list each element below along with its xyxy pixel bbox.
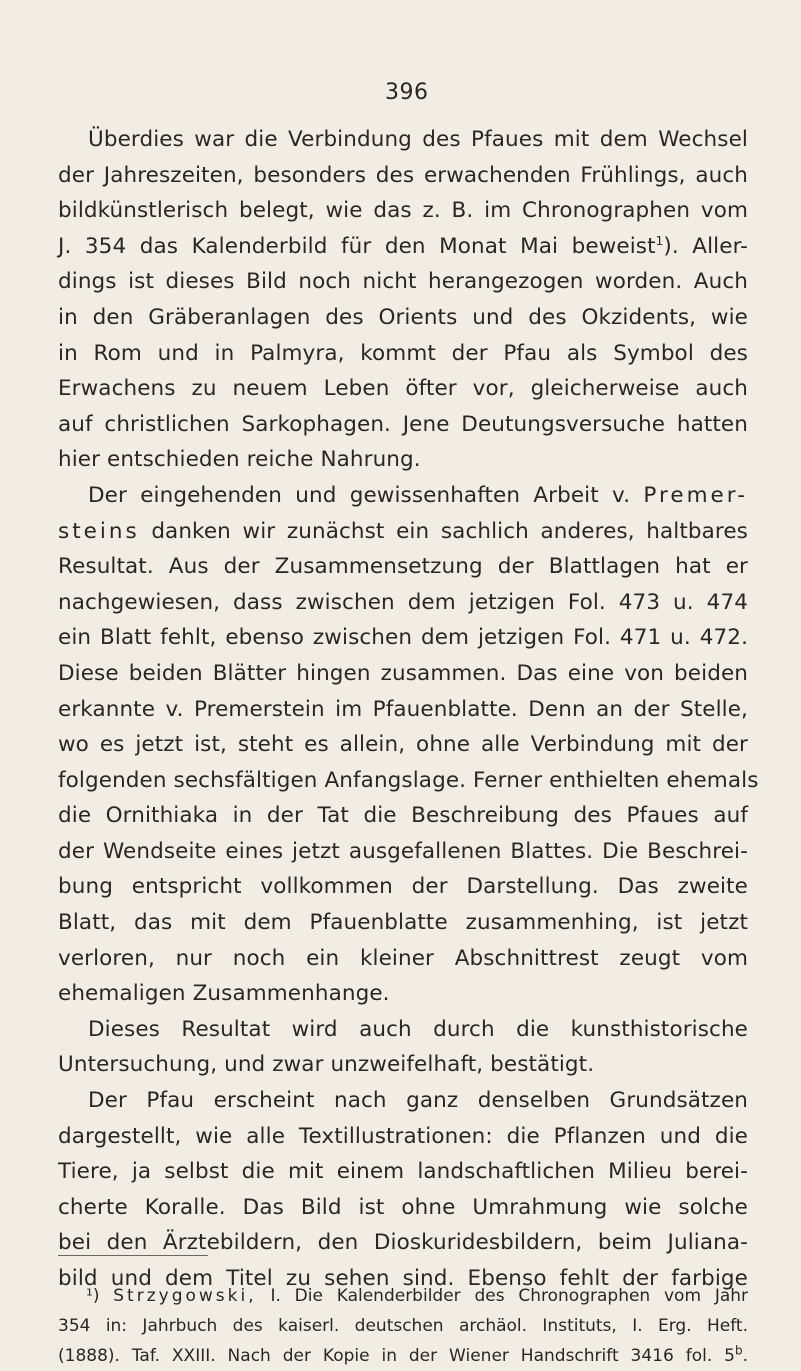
footnote-line: 354 in: Jahrbuch des kaiserl. deutschen archäol. Instituts, I. Erg. Heft. (58, 1316, 748, 1336)
text-line: Tiere, ja selbst die mit einem landschaftlichen Milieu berei- (58, 1159, 748, 1185)
text-line: ein Blatt fehlt, ebenso zwischen dem jetzigen Fol. 471 u. 472. (58, 625, 748, 651)
footnote-line (58, 1341, 748, 1371)
text-segment: I. Die Kalenderbilder des Chronographen vom Jahr (270, 1286, 749, 1306)
text-line: cherte Koralle. Das Bild ist ohne Umrahmung wie solche (58, 1194, 748, 1220)
text-segment: J. 354 das Kalenderbild für den Monat Mai beweist (58, 233, 656, 259)
author-name: Premer- (643, 482, 748, 508)
text-line: verloren, nur noch ein kleiner Abschnittrest zeugt vom (58, 945, 748, 971)
text-line: hier entschieden reiche Nahrung. (58, 447, 421, 473)
text-line: in den Gräberanlagen des Orients und des Okzidents, wie (58, 304, 748, 330)
text-segment: ). Aller- (663, 233, 749, 259)
text-line (58, 229, 748, 265)
text-line: Blatt, das mit dem Pfauenblatte zusammenhing, ist jetzt (58, 910, 748, 936)
text-line: erkannte v. Premerstein im Pfauenblatte. Denn an der Stelle, (58, 696, 748, 722)
footnote (58, 1281, 748, 1371)
text-line: ehemaligen Zusammenhange. (58, 981, 390, 1007)
text-line: bung entspricht vollkommen der Darstellung. Das zweite (58, 874, 748, 900)
footnote-marker: ¹) (86, 1286, 100, 1306)
text-line: auf christlichen Sarkophagen. Jene Deutungsversuche hatten (58, 411, 748, 437)
page-number: 396 (385, 80, 429, 105)
text-line: wo es jetzt ist, steht es allein, ohne alle Verbindung mit der (58, 732, 748, 758)
text-line: Untersuchung, und zwar unzweifelhaft, bestätigt. (58, 1052, 595, 1078)
text-line: bei den Ärztebildern, den Dioskuridesbildern, beim Juliana- (58, 1230, 748, 1256)
text-line: bild und dem Titel zu sehen sind. Ebenso fehlt der farbige (58, 1266, 748, 1291)
text-line: Erwachens zu neuem Leben öfter vor, gleicherweise auch (58, 376, 748, 402)
text-segment: danken wir zunächst ein sachlich anderes, haltbares (151, 518, 748, 544)
text-line: bildkünstlerisch belegt, wie das z. B. im Chronographen vom (58, 198, 748, 224)
text-line: dings ist dieses Bild noch nicht herangezogen worden. Auch (58, 269, 748, 295)
footnote-line (58, 1281, 748, 1311)
text-line: die Ornithiaka in der Tat die Beschreibung des Pfaues auf (58, 803, 748, 829)
text-line: Der Pfau erscheint nach ganz denselben Grundsätzen (88, 1088, 748, 1114)
text-line: Resultat. Aus der Zusammensetzung der Blattlagen hat er (58, 554, 748, 580)
text-line: nachgewiesen, dass zwischen dem jetzigen Fol. 473 u. 474 (58, 589, 748, 615)
text-segment: Der eingehenden und gewissenhaften Arbeit v. (88, 482, 631, 508)
text-line: in Rom und in Palmyra, kommt der Pfau als Symbol des (58, 340, 748, 366)
footnote-reference: 1 (655, 233, 664, 248)
text-line: der Jahreszeiten, besonders des erwachenden Frühlings, auch (58, 162, 748, 188)
text-line: der Wendseite eines jetzt ausgefallenen Blattes. Die Beschrei- (58, 838, 748, 864)
text-line: dargestellt, wie alle Textillustrationen: die Pflanzen und die (58, 1123, 748, 1149)
text-line (58, 478, 748, 514)
footnote-divider (58, 1255, 208, 1256)
text-segment: (1888). Taf. XXIII. Nach der Kopie in der Wiener Handschrift 3416 fol. 5 (58, 1346, 735, 1366)
text-line: folgenden sechsfältigen Anfangslage. Ferner enthielten ehemals (58, 767, 759, 793)
text-line (58, 514, 748, 550)
text-segment: . (742, 1346, 748, 1366)
text-line: Dieses Resultat wird auch durch die kunsthistorische (88, 1016, 748, 1042)
body-text (58, 122, 759, 1297)
author-name: steins (58, 518, 140, 544)
text-line: Überdies war die Verbindung des Pfaues mit dem Wechsel (88, 127, 748, 152)
superscript: b (734, 1343, 743, 1358)
footnote-author: Strzygowski, (113, 1286, 257, 1306)
text-line: Diese beiden Blätter hingen zusammen. Das eine von beiden (58, 660, 748, 686)
